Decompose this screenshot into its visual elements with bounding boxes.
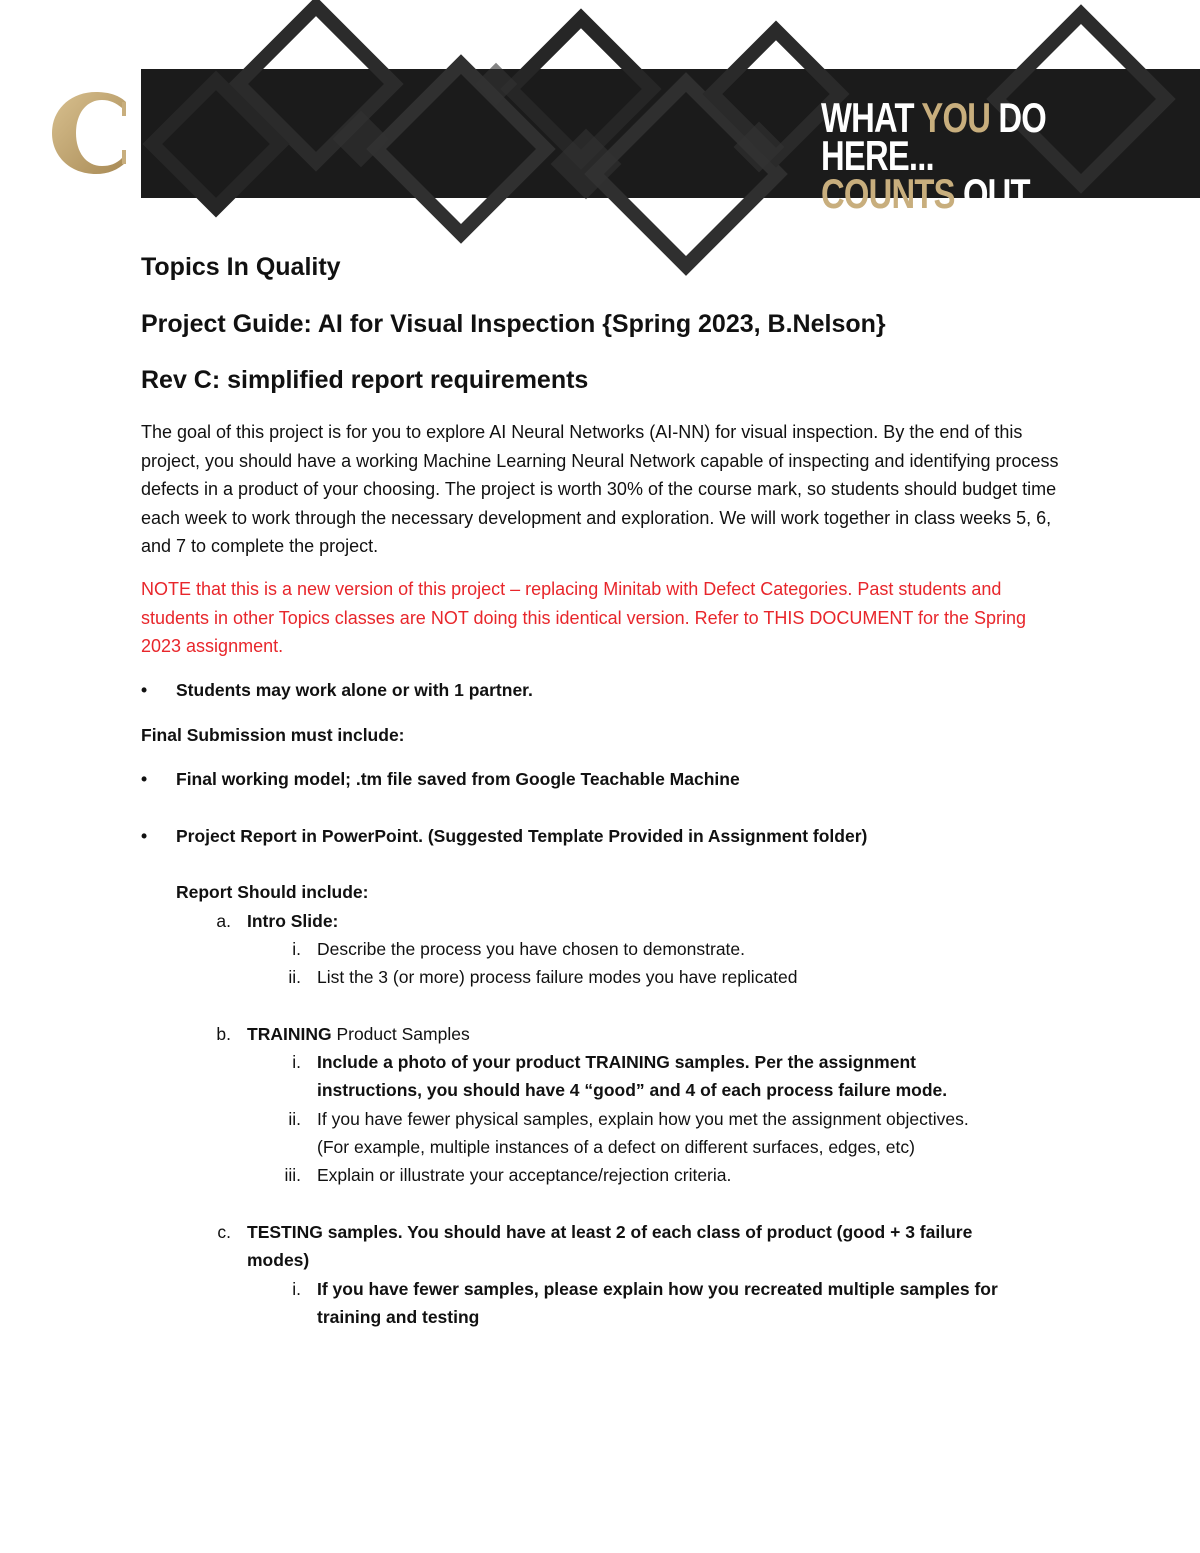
intro-slide-label: Intro Slide:: [247, 911, 339, 931]
list-marker-b-i: i.: [292, 1052, 301, 1072]
college-logo: [52, 92, 130, 174]
intro-paragraph: The goal of this project is for you to explore AI Neural Networks (AI-NN) for visual inspection. By the end of this project, you should have a working Machine Learning Neural Network capable of inspecting and identifying process defects in a product of your choosing. The project is worth 30% of the course mark, so students should budget time each week to work through the necessary development and exploration. We will work together in class weeks 5, 6, and 7 to complete the project.: [141, 422, 1059, 557]
testing-item-1-line-1: If you have fewer samples, please explain how you recreated multiple samples for: [317, 1279, 998, 1299]
testing-samples-line-1: TESTING samples. You should have at least 2 of each class of product (good + 3 failure: [247, 1222, 973, 1242]
header-banner: [141, 69, 1200, 255]
training-item-2-line-2: (For example, multiple instances of a defect on different surfaces, edges, etc): [317, 1137, 915, 1157]
list-marker-a-i: i.: [292, 939, 301, 959]
training-item-1-line-1: Include a photo of your product TRAINING samples. Per the assignment: [317, 1052, 916, 1072]
training-samples-label: TRAINING Product Samples: [247, 1024, 470, 1044]
intro-slide-item-2: List the 3 (or more) process failure modes you have replicated: [317, 967, 798, 987]
list-marker-c: c.: [217, 1222, 231, 1242]
training-item-2-line-1: If you have fewer physical samples, explain how you met the assignment objectives.: [317, 1109, 969, 1129]
list-marker-a: a.: [216, 911, 231, 931]
slogan: WHAT YOU DO HERE... COUNTS OUT THERE®: [821, 94, 1046, 255]
list-marker-b: b.: [216, 1024, 231, 1044]
revision-title: Rev C: simplified report requirements: [141, 366, 589, 394]
testing-samples-line-2: modes): [247, 1250, 310, 1270]
training-item-3: Explain or illustrate your acceptance/rejection criteria.: [317, 1165, 732, 1185]
project-title: Project Guide: AI for Visual Inspection {Spring 2023, B.Nelson}: [141, 310, 886, 338]
course-title: Topics In Quality: [141, 253, 341, 281]
training-item-1-line-2: instructions, you should have 4 “good” and 4 of each process failure mode.: [317, 1080, 948, 1100]
note-paragraph: NOTE that this is a new version of this project – replacing Minitab with Defect Categories. Past students and students in other Topics classes are NOT doing this identical version. Refer to THIS DOCUMENT for the Spring 2023 assignment.: [141, 579, 1027, 657]
list-marker-c-i: i.: [292, 1279, 301, 1299]
report-heading: Report Should include:: [176, 882, 369, 902]
list-marker-b-iii: iii.: [284, 1165, 301, 1185]
list-marker-b-ii: ii.: [288, 1109, 301, 1129]
intro-slide-item-1: Describe the process you have chosen to demonstrate.: [317, 939, 746, 959]
testing-item-1-line-2: training and testing: [317, 1307, 480, 1327]
final-submission-heading: Final Submission must include:: [141, 725, 405, 745]
list-marker-a-ii: ii.: [288, 967, 301, 987]
